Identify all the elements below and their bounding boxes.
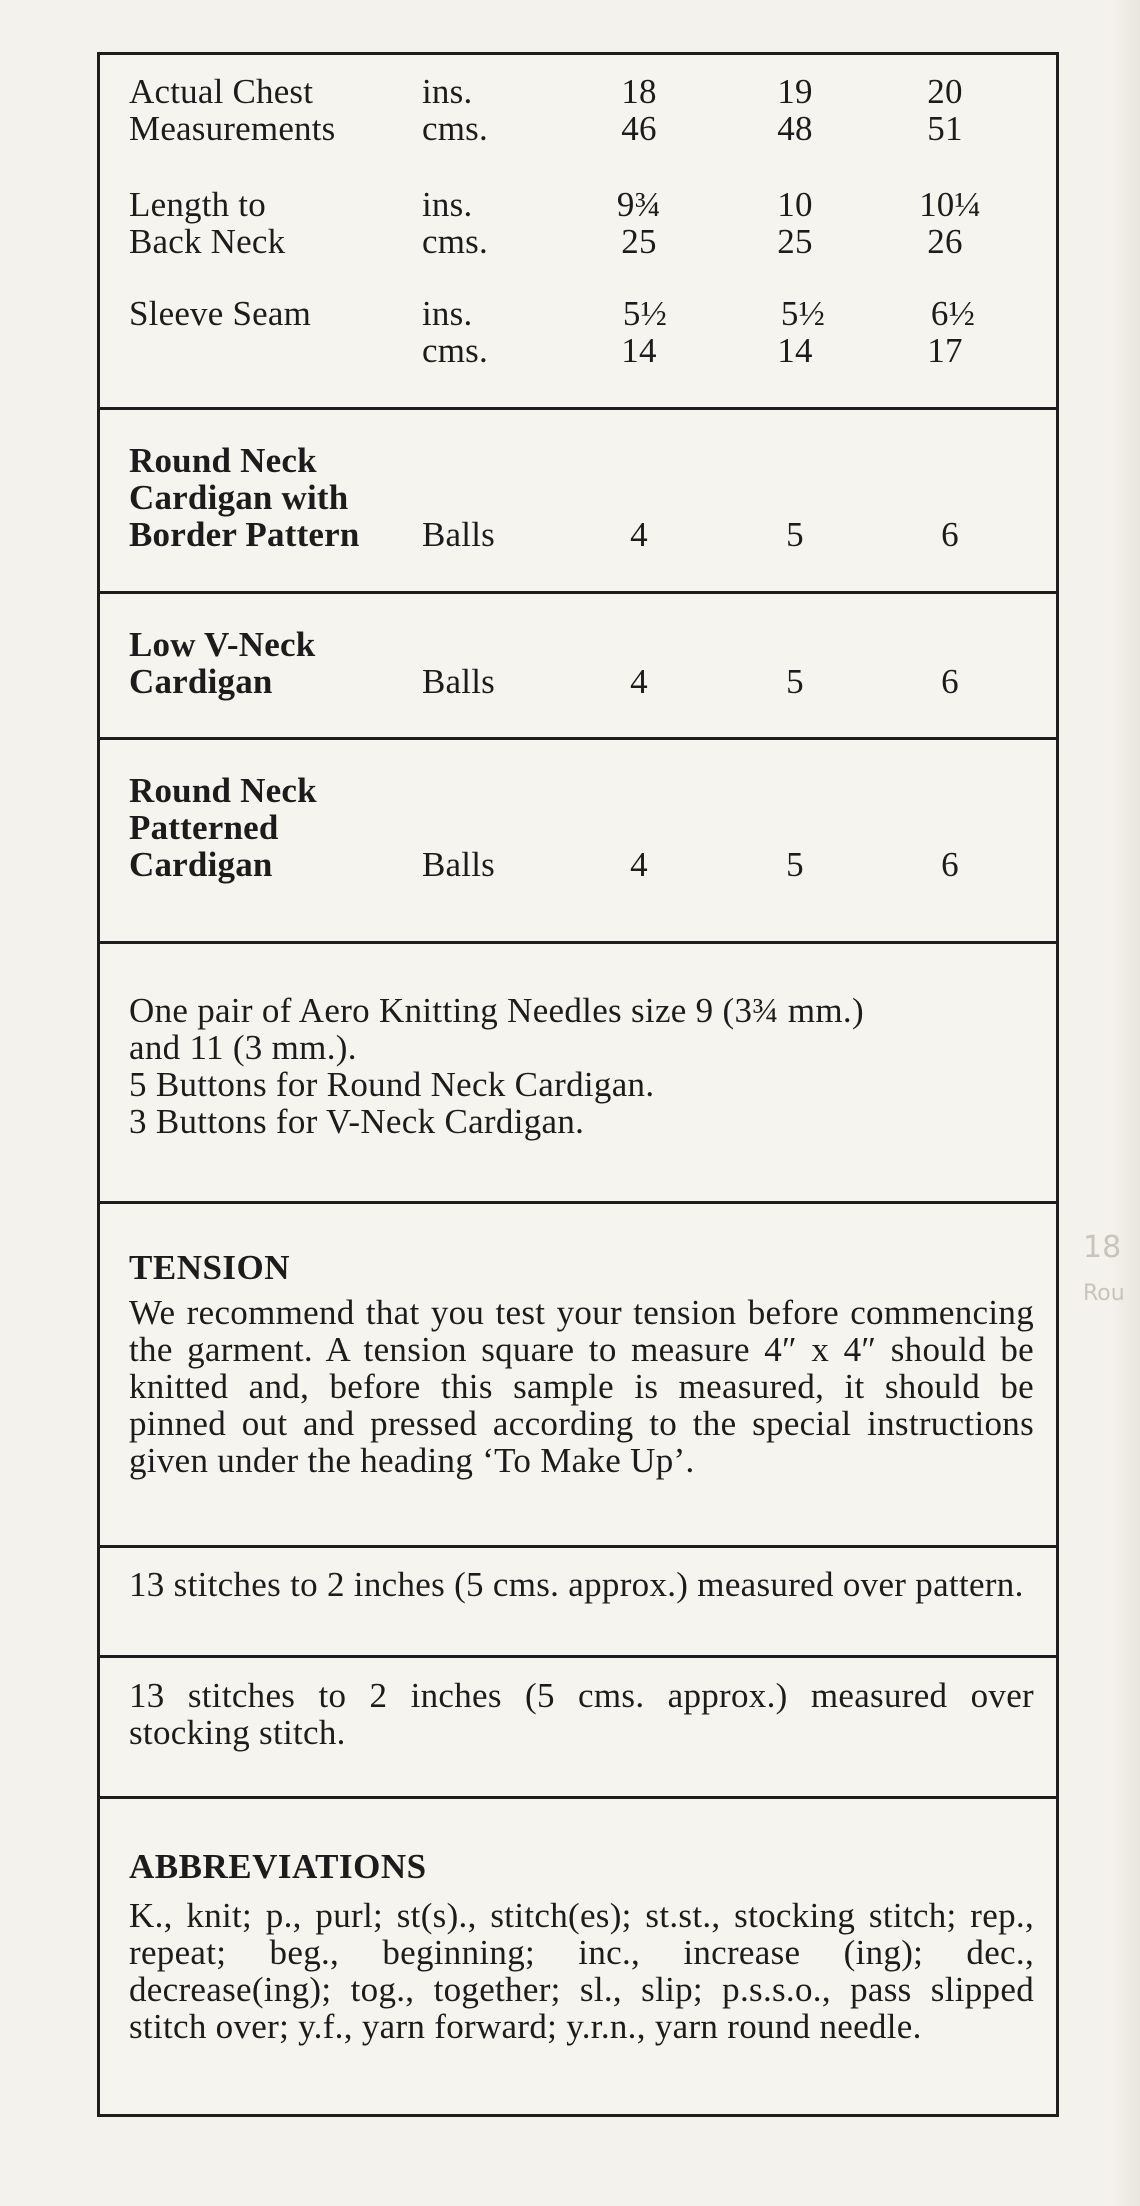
yarn-size-1: 4 xyxy=(630,662,648,701)
yarn-border-cardigan xyxy=(100,410,1056,594)
yarn-size-3: 6 xyxy=(941,845,959,884)
chest-ins-size-1: 18 xyxy=(621,72,657,111)
sleeve-cms-size-2: 14 xyxy=(777,331,813,370)
yarn-unit: Balls xyxy=(422,515,495,554)
margin-note-line: Rou xyxy=(1083,1281,1125,1306)
length-ins-size-1: 9¾ xyxy=(616,185,662,224)
sleeve-label-1: Sleeve Seam xyxy=(129,294,312,333)
chest-cms-size-3: 51 xyxy=(927,109,963,148)
tension-heading: TENSION xyxy=(129,1248,291,1287)
length-ins-size-3: 10¼ xyxy=(919,185,981,224)
sleeve-ins-size-1: 5½ xyxy=(622,294,668,333)
chest-label-1: Actual Chest xyxy=(129,72,314,111)
yarn-size-2: 5 xyxy=(786,845,804,884)
materials-line: and 11 (3 mm.). xyxy=(129,1028,357,1067)
length-unit-ins: ins. xyxy=(422,185,473,224)
length-cms-size-3: 26 xyxy=(927,222,963,261)
yarn-size-3: 6 xyxy=(941,662,959,701)
yarn-size-2: 5 xyxy=(786,662,804,701)
tension-pattern-section xyxy=(100,1548,1056,1658)
yarn-name-line: Low V-Neck xyxy=(129,625,316,664)
abbreviations-heading: ABBREVIATIONS xyxy=(129,1847,427,1886)
length-label-2: Back Neck xyxy=(129,222,286,261)
materials-line: 5 Buttons for Round Neck Cardigan. xyxy=(129,1065,655,1104)
page-edge xyxy=(1110,0,1140,2206)
margin-pencil-note xyxy=(1083,1225,1125,1317)
measurements-section xyxy=(100,55,1056,410)
chest-ins-size-2: 19 xyxy=(777,72,813,111)
length-ins-size-2: 10 xyxy=(777,185,813,224)
tension-stocking-section xyxy=(100,1658,1056,1799)
materials-text xyxy=(129,992,1034,1140)
yarn-name-line: Patterned xyxy=(129,808,279,847)
abbreviations-section xyxy=(100,1799,1056,2114)
sleeve-unit-ins: ins. xyxy=(422,294,473,333)
chest-ins-size-3: 20 xyxy=(927,72,963,111)
yarn-name-line: Cardigan with xyxy=(129,478,349,517)
yarn-size-2: 5 xyxy=(786,515,804,554)
yarn-size-3: 6 xyxy=(941,515,959,554)
length-cms-size-2: 25 xyxy=(777,222,813,261)
chest-unit-cms: cms. xyxy=(422,109,488,148)
tension-stocking-text: 13 stitches to 2 inches (5 cms. approx.) measured over stocking stitch. xyxy=(129,1676,1034,1752)
yarn-name-line: Border Pattern xyxy=(129,515,360,554)
yarn-name-line: Cardigan xyxy=(129,662,273,701)
yarn-vneck-cardigan xyxy=(100,594,1056,740)
sleeve-cms-size-1: 14 xyxy=(621,331,657,370)
chest-cms-size-2: 48 xyxy=(777,109,813,148)
yarn-patterned-cardigan xyxy=(100,740,1056,944)
yarn-name-line: Cardigan xyxy=(129,845,273,884)
yarn-name-line: Round Neck xyxy=(129,771,317,810)
materials-line: One pair of Aero Knitting Needles size 9 (3¾ mm.) xyxy=(129,991,864,1030)
tension-text: We recommend that you test your tension before commencing the garment. A tension square to measure 4″ x 4″ should be knitted and, before this sample is measured, it should be pinned out and pressed according to the special instructions given under the heading ‘To Make Up’. xyxy=(129,1293,1034,1480)
margin-note-line: 18 xyxy=(1083,1230,1122,1265)
chest-unit-ins: ins. xyxy=(422,72,473,111)
yarn-unit: Balls xyxy=(422,662,495,701)
yarn-size-1: 4 xyxy=(630,845,648,884)
pattern-card xyxy=(97,52,1059,2117)
chest-cms-size-1: 46 xyxy=(621,109,657,148)
sleeve-ins-size-3: 6½ xyxy=(930,294,976,333)
tension-pattern-text: 13 stitches to 2 inches (5 cms. approx.) measured over pattern. xyxy=(129,1565,1024,1604)
sleeve-unit-cms: cms. xyxy=(422,331,488,370)
yarn-name-line: Round Neck xyxy=(129,441,317,480)
chest-label-2: Measurements xyxy=(129,109,336,148)
length-label-1: Length to xyxy=(129,185,266,224)
tension-section xyxy=(100,1204,1056,1548)
yarn-size-1: 4 xyxy=(630,515,648,554)
sleeve-ins-size-2: 5½ xyxy=(780,294,826,333)
sleeve-cms-size-3: 17 xyxy=(927,331,963,370)
materials-line: 3 Buttons for V-Neck Cardigan. xyxy=(129,1102,585,1141)
length-cms-size-1: 25 xyxy=(621,222,657,261)
length-unit-cms: cms. xyxy=(422,222,488,261)
materials-section xyxy=(100,944,1056,1204)
abbreviations-text: K., knit; p., purl; st(s)., stitch(es); st.st., stocking stitch; rep., repeat; beg., beginning; inc., increase (ing); dec., decrease(ing); tog., together; sl., slip; p.s.s.o., pass slipped stitch over; y.f., yarn forward; y.r.n., yarn round needle. xyxy=(129,1896,1034,2046)
yarn-unit: Balls xyxy=(422,845,495,884)
